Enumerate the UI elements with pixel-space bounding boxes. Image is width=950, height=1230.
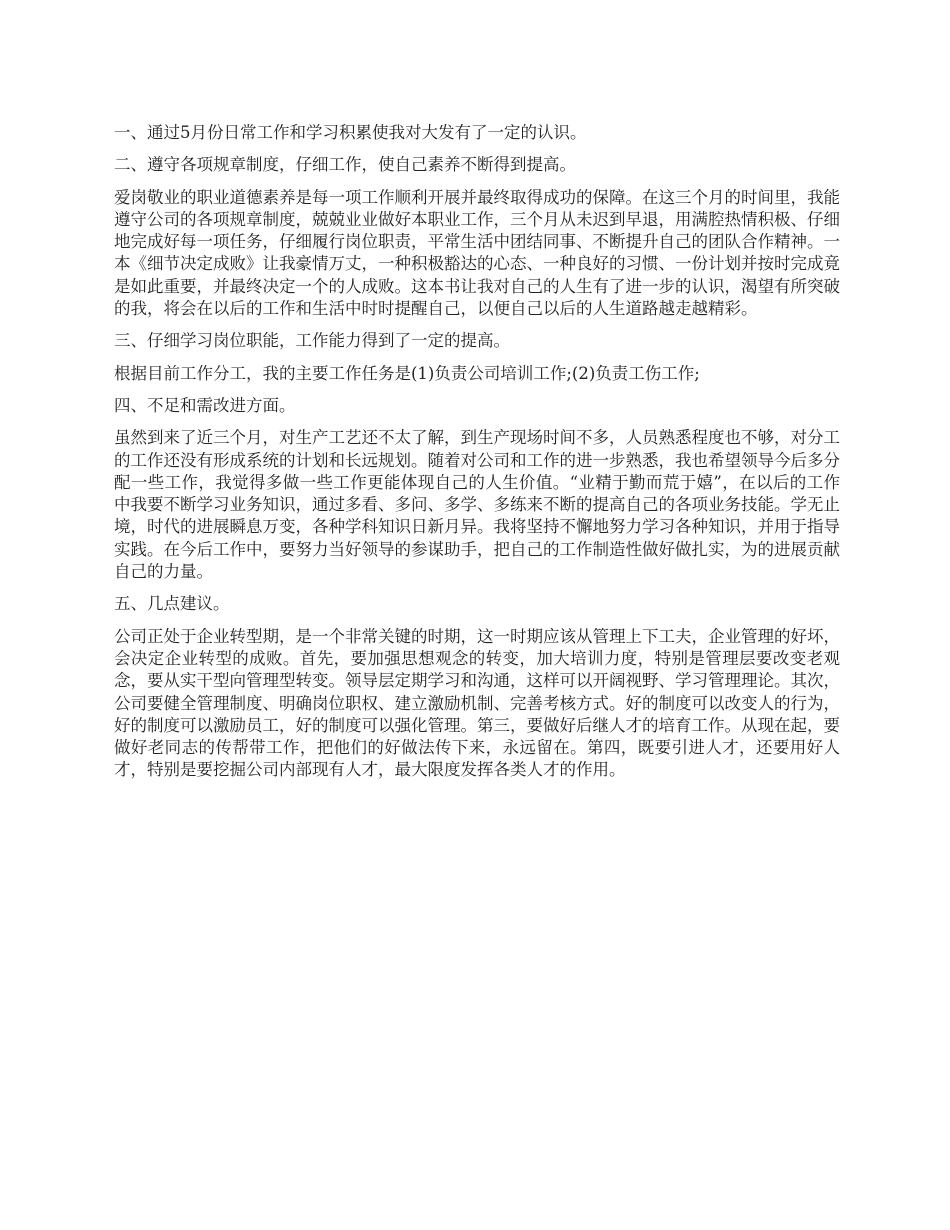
document-body [114, 122, 840, 792]
paragraph-shortcomings: 虽然到来了近三个月，对生产工艺还不太了解，到生产现场时间不多，人员熟悉程度也不够，对分工的工作还没有形成系统的计划和长远规划。随着对公司和工作的进一步熟悉，我也希望领导今后多分配一些工作，我觉得多做一些工作更能体现自己的人生价值。“业精于勤而荒于嬉”，在以后的工作中我要不断学习业务知识，通过多看、多问、多学、多练来不断的提高自己的各项业务技能。学无止境，时代的进展瞬息万变，各种学科知识日新月异。我将坚持不懈地努力学习各种知识，并用于指导实践。在今后工作中，要努力当好领导的参谋助手，把自己的工作制造性做好做扎实，为的进展贡献自己的力量。 [114, 428, 840, 582]
paragraph-professional-ethics: 爱岗敬业的职业道德素养是每一项工作顺利开展并最终取得成功的保障。在这三个月的时间里，我能遵守公司的各项规章制度，兢兢业业做好本职业工作，三个月从未迟到早退，用满腔热情积极、仔细地完成好每一项任务，仔细履行岗位职责，平常生活中团结同事、不断提升自己的团队合作精神。一本《细节决定成败》让我豪情万丈，一种积极豁达的心态、一种良好的习惯、一份计划并按时完成竟是如此重要，并最终决定一个的人成败。这本书让我对自己的人生有了进一步的认识，渴望有所突破的我，将会在以后的工作和生活中时时提醒自己，以便自己以后的人生道路越走越精彩。 [114, 187, 840, 319]
paragraph-suggestions: 公司正处于企业转型期，是一个非常关键的时期，这一时期应该从管理上下工夫，企业管理的好坏，会决定企业转型的成败。首先，要加强思想观念的转变，加大培训力度，特别是管理层要改变老观念，要从实干型向管理型转变。领导层定期学习和沟通，这样可以开阔视野、学习管理理论。其次，公司要健全管理制度、明确岗位职权、建立激励机制、完善考核方式。好的制度可以改变人的行为，好的制度可以激励员工，好的制度可以强化管理。第三，要做好后继人才的培育工作。从现在起，要做好老同志的传帮带工作，把他们的好做法传下来，永远留在。第四，既要引进人才，还要用好人才，特别是要挖掘公司内部现有人才，最大限度发挥各类人才的作用。 [114, 626, 840, 780]
paragraph-work-duties: 根据目前工作分工，我的主要工作任务是(1)负责公司培训工作;(2)负责工伤工作; [114, 363, 700, 383]
section-heading-3: 三、仔细学习岗位职能，工作能力得到了一定的提高。 [114, 331, 510, 351]
section-heading-1: 一、通过5月份日常工作和学习积累使我对大发有了一定的认识。 [114, 123, 587, 142]
section-heading-5: 五、几点建议。 [114, 594, 230, 614]
section-heading-2: 二、遵守各项规章制度，仔细工作，使自己素养不断得到提高。 [114, 155, 576, 175]
section-heading-4: 四、不足和需改进方面。 [114, 395, 296, 415]
